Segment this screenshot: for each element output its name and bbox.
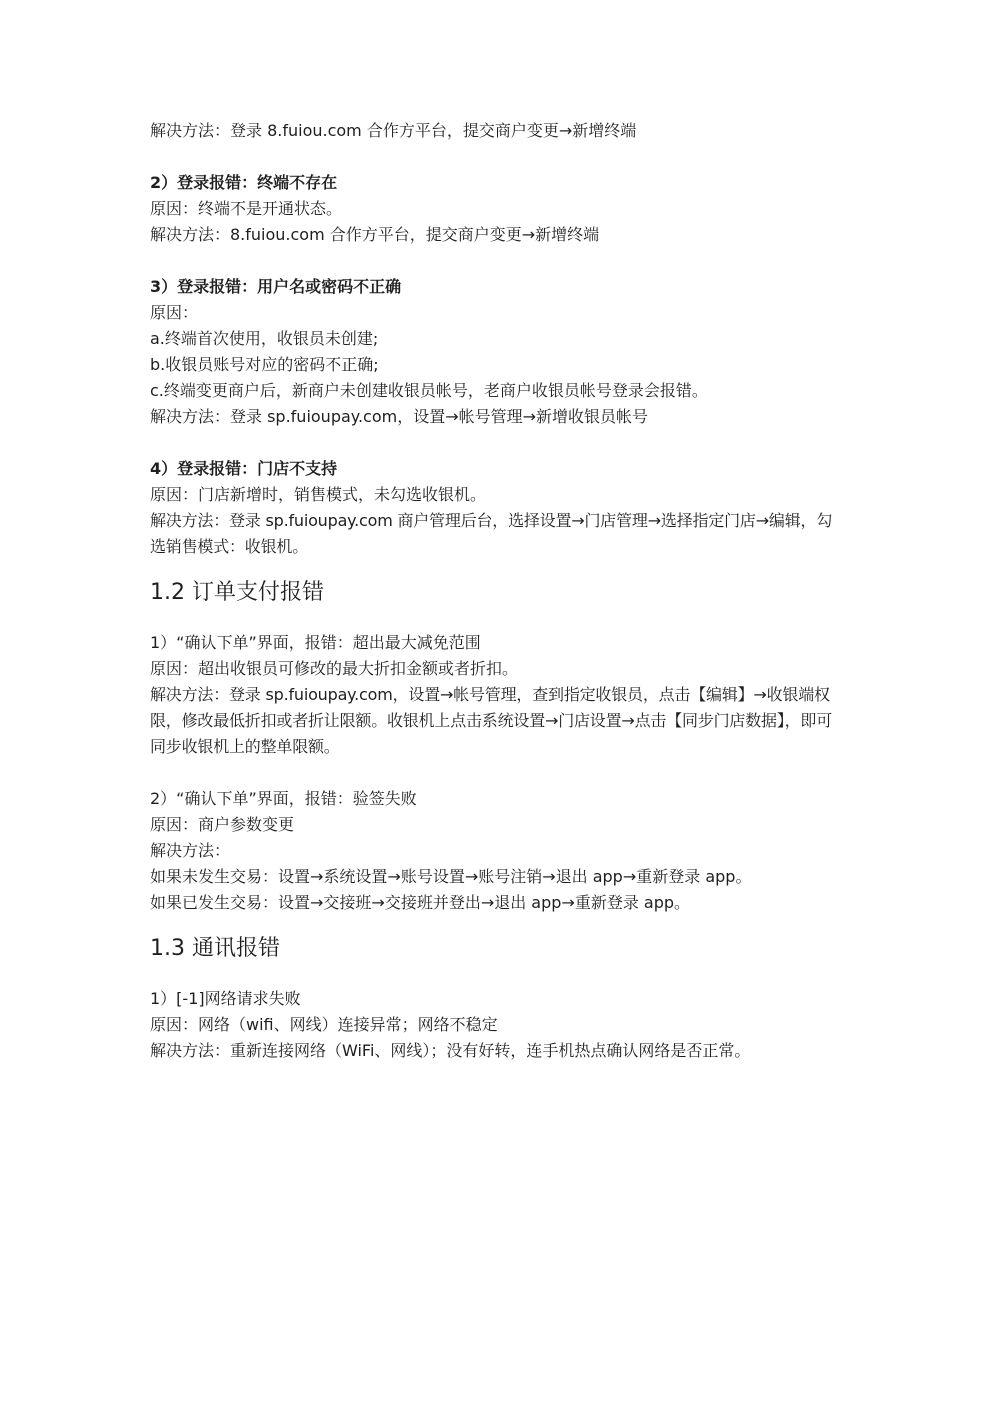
reason-text: 原因： bbox=[150, 303, 199, 322]
section-title: 1.3 通讯报错 bbox=[150, 936, 280, 961]
solution-text: 解决方法：登录 sp.fuioupay.com，设置→帐号管理→新增收银员帐号 bbox=[150, 407, 649, 426]
solution-case-with-transaction: 如果已发生交易：设置→交接班→交接班并登出→退出 app→重新登录 app。 bbox=[150, 893, 691, 912]
reason-text: 原因：超出收银员可修改的最大折扣金额或者折扣。 bbox=[150, 659, 519, 678]
item-heading: 2）登录报错：终端不存在 bbox=[150, 173, 338, 192]
reason-item-c: c.终端变更商户后，新商户未创建收银员帐号，老商户收银员帐号登录会报错。 bbox=[150, 381, 708, 400]
item-heading: 1）[-1]网络请求失败 bbox=[150, 989, 301, 1008]
item-heading: 3）登录报错：用户名或密码不正确 bbox=[150, 277, 402, 296]
solution-text: 解决方法：重新连接网络（WiFi、网线）；没有好转，连手机热点确认网络是否正常。 bbox=[150, 1041, 751, 1060]
reason-text: 原因：终端不是开通状态。 bbox=[150, 199, 343, 218]
solution-text: 解决方法：登录 sp.fuioupay.com，设置→帐号管理，查到指定收银员，点击【编辑】→收银端权限，修改最低折扣或者折让限额。收银机上点击系统设置→门店设置→点击【同步门店数据】，即可同步收银机上的整单限额。 bbox=[150, 685, 833, 756]
item-heading: 2）“确认下单”界面，报错：验签失败 bbox=[150, 789, 417, 808]
item-heading: 4）登录报错：门店不支持 bbox=[150, 459, 338, 478]
reason-text: 原因：网络（wifi、网线）连接异常；网络不稳定 bbox=[150, 1015, 498, 1034]
solution-text: 解决方法：登录 sp.fuioupay.com 商户管理后台，选择设置→门店管理→选择指定门店→编辑，勾选销售模式：收银机。 bbox=[150, 511, 833, 556]
solution-text: 解决方法：8.fuiou.com 合作方平台，提交商户变更→新增终端 bbox=[150, 225, 600, 244]
item-heading: 1）“确认下单”界面，报错：超出最大减免范围 bbox=[150, 633, 481, 652]
solution-case-no-transaction: 如果未发生交易：设置→系统设置→账号设置→账号注销→退出 app→重新登录 app。 bbox=[150, 867, 752, 886]
section-title: 1.2 订单支付报错 bbox=[150, 580, 324, 605]
reason-text: 原因：商户参数变更 bbox=[150, 815, 295, 834]
reason-text: 原因：门店新增时，销售模式，未勾选收银机。 bbox=[150, 485, 487, 504]
solution-text: 解决方法：登录 8.fuiou.com 合作方平台，提交商户变更→新增终端 bbox=[150, 121, 637, 140]
reason-item-b: b.收银员账号对应的密码不正确; bbox=[150, 355, 379, 374]
reason-item-a: a.终端首次使用，收银员未创建; bbox=[150, 329, 379, 348]
solution-label: 解决方法： bbox=[150, 841, 231, 860]
document-page bbox=[150, 118, 850, 1064]
